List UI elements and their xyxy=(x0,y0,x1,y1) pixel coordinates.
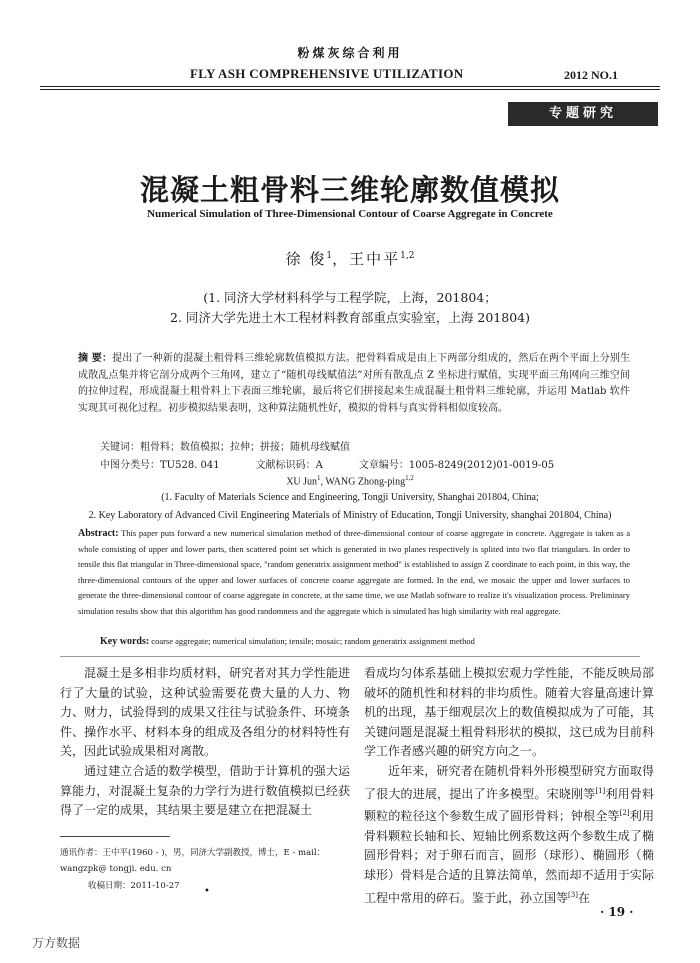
abstract-cn-text: 提出了一种新的混凝土粗骨料三维轮廓数值模拟方法。把骨料看成是由上下两部分组成的，然后在两个平面上分别生成散乱点集并将它剖分成两个三角网，建立了“随机母线赋值法”对所有散乱点 Z 坐标进行赋值，实现平面三角网向三维空间的拉伸过程，形成混凝土粗骨料上下表面三维轮廓，最后将它们拼接起来生成混凝土粗骨料三维轮廓，并运用 Matlab 软件实现其可视化过程。初步模拟结果表明，这种算法随机性好，模拟的骨料与真实骨料相似度较高。 xyxy=(78,353,631,414)
authors-cn xyxy=(0,248,700,269)
author-en-2-affil: 1,2 xyxy=(405,474,414,482)
author-en-1-affil: 1 xyxy=(317,474,321,482)
affiliation-1-en: (1. Faculty of Materials Science and Engineering, Tongji University, Shanghai 201804, China; xyxy=(161,492,539,503)
journal-name-cn: 粉煤灰综合利用 xyxy=(297,46,403,60)
keywords-en xyxy=(100,636,475,647)
text-run: 在 xyxy=(577,890,590,905)
affiliation-1-cn: (1. 同济大学材料科学与工程学院，上海，201804； xyxy=(203,290,497,305)
affiliation-2-en: 2. Key Laboratory of Advanced Civil Engineering Materials of Ministry of Education, Tongji University, shanghai 201804, China) xyxy=(88,510,612,521)
paragraph: 混凝土是多相非均质材料，研究者对其力学性能进行了大量的试验，这种试验需要花费大量的人力、物力、财力，试验得到的成果又往往与试验条件、环境条件、操作水平、材料本身的组成及各组分的材料特性有关，因此试验成果相对离散。 xyxy=(60,666,350,759)
article-number: 文章编号：1005-8249(2012)01-0019-05 xyxy=(358,460,555,471)
clc-number: 中图分类号：TU528. 041 xyxy=(100,460,220,471)
author-en-2: , WANG Zhong-ping xyxy=(320,476,406,488)
paragraph xyxy=(364,762,654,908)
author-separator: ， xyxy=(332,250,350,268)
abstract-cn-label: 摘 要： xyxy=(78,353,113,364)
citation-3: [3] xyxy=(568,890,578,899)
header-rule-thin xyxy=(40,89,660,90)
header-rule xyxy=(40,86,660,87)
database-watermark: 万方数据 xyxy=(32,936,81,950)
journal-name-en: FLY ASH COMPREHENSIVE UTILIZATION xyxy=(190,66,464,81)
citation-1: [1] xyxy=(595,786,606,795)
footnote-author: 通讯作者：王中平(1960 - )，男，同济大学副教授，博士，E - mail：wangzpk@ tongji. edu. cn xyxy=(60,848,326,874)
keywords-cn: 关键词：粗骨料；数值模拟；拉伸；拼接；随机母线赋值 xyxy=(100,442,350,453)
author-1-affil: 1 xyxy=(326,251,333,261)
paragraph: 通过建立合适的数学模型，借助于计算机的强大运算能力，对混凝土复杂的力学行为进行数值模拟已经获得了一定的成果，其结果主要是建立在把混凝土 xyxy=(60,763,350,818)
author-1: 徐 俊 xyxy=(285,250,327,268)
footnote-rule xyxy=(60,836,170,837)
footnote-received-date: 收稿日期：2011-10-27 xyxy=(88,881,180,891)
abstract-en-label: Abstract: xyxy=(78,528,119,539)
text-run: 利用骨料颗粒的粒径这个参数生成了圆形骨料；钟根全等 xyxy=(364,786,654,824)
body-column-left xyxy=(60,664,350,821)
author-en-1: XU Jun xyxy=(286,476,318,488)
abstract-cn xyxy=(78,351,630,417)
page-number: · 19 · xyxy=(600,905,634,919)
author-2: 王中平 xyxy=(349,250,401,268)
body-column-right xyxy=(364,664,654,908)
paper-title-en: Numerical Simulation of Three-Dimensional Contour of Coarse Aggregate in Concrete xyxy=(147,208,553,220)
keywords-en-text: coarse aggregate; numerical simulation; tensile; mosaic; random generatrix assignment method xyxy=(151,636,475,646)
abstract-en-text: This paper puts forward a new numerical simulation method of three-dimensional contour of coarse aggregate in concrete. Aggregate is taken as a whole consisting of upper and lower parts, then scattered point set which is generated in two planes respectively is splited into two flat triangulars. In order to tensile this flat triangular in Three-dimensional space, "random generatrix assignment method" is established to assign Z coordinate to each point, in this way, the three-dimensional contours of the upper and lower surfaces of concrete coarse aggregate are formed. In the end, we mosaic the upper and lower surfaces to generate the three-dimensional contour of coarse aggregate in concrete, at the same time, we use Matlab software to realize it's visualization process. Preliminary simulation results show that this algorithm has good randomness and the aggregate which is simulated has high similarity with real aggregate. xyxy=(78,528,630,616)
section-badge: 专题研究 xyxy=(508,102,658,126)
classification-line xyxy=(100,456,590,471)
bullet-dot: • xyxy=(204,886,210,897)
authors-en xyxy=(0,474,700,487)
abstract-en xyxy=(78,526,630,620)
document-code: 文献标识码：A xyxy=(255,460,323,471)
paper-title-cn: 混凝土粗骨料三维轮廓数值模拟 xyxy=(139,173,560,207)
text-run: 利用骨料颗粒长轴和长、短轴比例系数这两个参数生成了椭圆形骨料；对于卵石而言，圆形（球形）、椭圆形（椭球形）骨料是合适的且算法简单，然而却不适用于实际工程中常用的碎石。鉴于此，孙立国等 xyxy=(364,809,654,905)
text-run: 近年来，研究者在随机骨料外形模型研究方面取得了很大的进展，提出了许多模型。宋晓刚等 xyxy=(364,763,654,801)
citation-2: [2] xyxy=(619,809,630,818)
paragraph-continued: 看成均匀体系基础上模拟宏观力学性能，不能反映局部破坏的随机性和材料的非均质性。随着大容量高速计算机的出现，基于细观层次上的数值模拟成为了可能，其关键问题是混凝土粗骨料形状的模拟，这已成为目前科学工作者感兴趣的研究方向之一。 xyxy=(364,666,654,759)
issue-number: 2012 NO.1 xyxy=(564,68,618,82)
author-2-affil: 1,2 xyxy=(400,251,415,261)
body-separator xyxy=(60,656,640,657)
keywords-en-label: Key words: xyxy=(100,636,150,647)
affiliation-2-cn: 2. 同济大学先进土木工程材料教育部重点实验室，上海 201804) xyxy=(170,310,530,325)
